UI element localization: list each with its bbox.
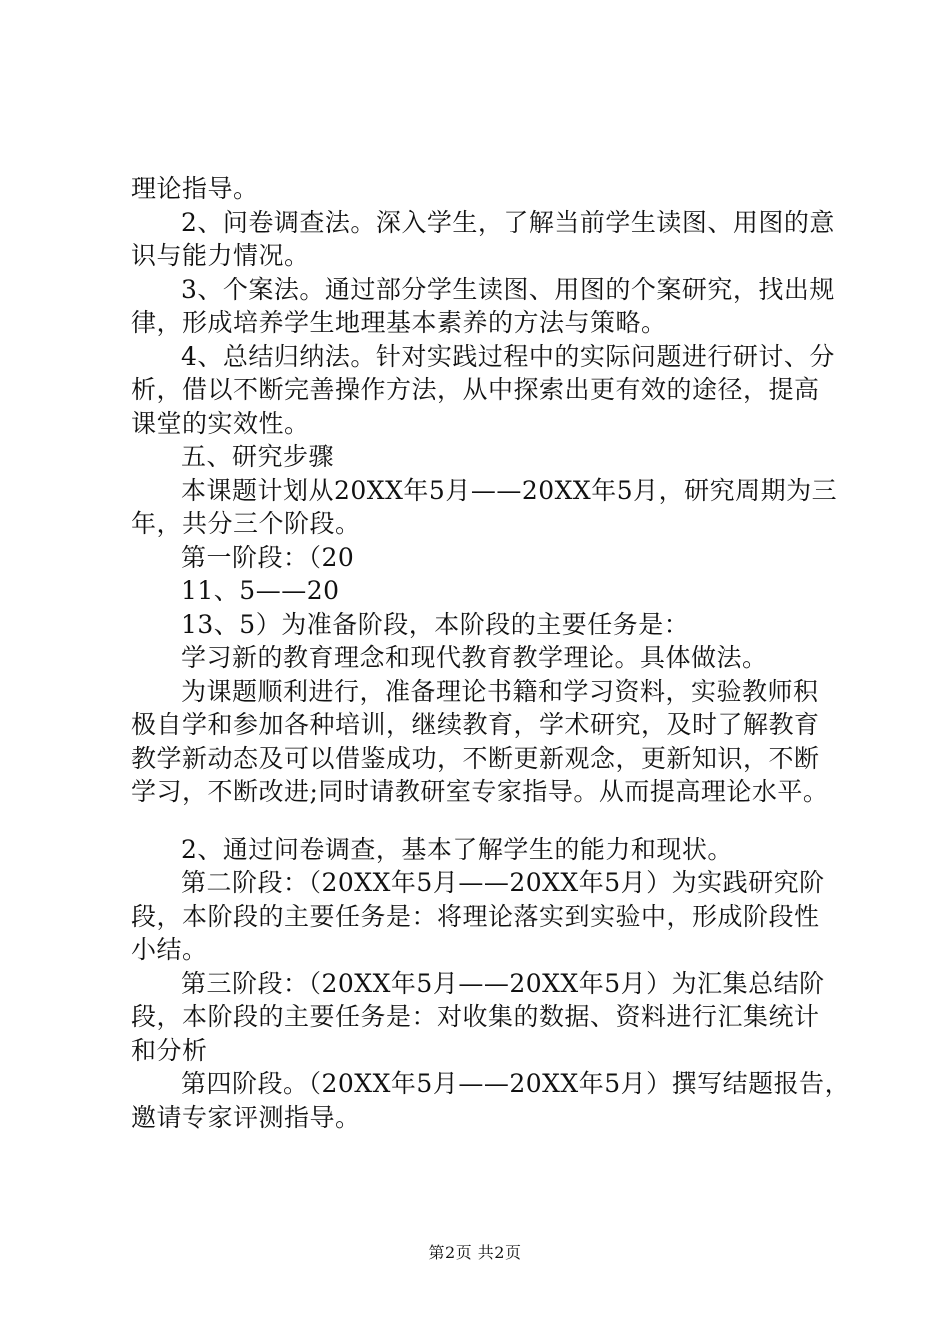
section-heading: 五、研究步骤: [181, 442, 335, 471]
paragraph-line: 学习新的教育理念和现代教育教学理论。具体做法。: [181, 643, 768, 672]
paragraph-line: 4、总结归纳法。针对实践过程中的实际问题进行研讨、分: [181, 341, 835, 371]
paragraph-line: 小结。: [131, 935, 208, 964]
paragraph-line: 理论指导。: [131, 174, 259, 203]
paragraph-line: 段，本阶段的主要任务是：对收集的数据、资料进行汇集统计: [131, 1002, 820, 1031]
paragraph-line: 邀请专家评测指导。: [131, 1102, 361, 1132]
paragraph-line: 极自学和参加各种培训，继续教育，学术研究，及时了解教育: [131, 710, 820, 739]
page-number-footer: 第2页 共2页: [428, 1243, 522, 1262]
paragraph-line: 教学新动态及可以借鉴成功，不断更新观念，更新知识，不断: [131, 743, 820, 773]
paragraph-line: 第一阶段：（20: [181, 542, 355, 572]
paragraph-line: 2、通过问卷调查，基本了解学生的能力和现状。: [181, 834, 733, 864]
paragraph-line: 本课题计划从20XX年5月——20XX年5月，研究周期为三: [181, 475, 838, 505]
document-body: [131, 172, 851, 1134]
paragraph-line: 第四阶段。（20XX年5月——20XX年5月）撰写结题报告，: [181, 1069, 851, 1098]
paragraph-line: 律，形成培养学生地理基本素养的方法与策略。: [131, 308, 667, 337]
paragraph-line: 课堂的实效性。: [131, 408, 310, 438]
paragraph-line: 第三阶段：（20XX年5月——20XX年5月）为汇集总结阶: [181, 968, 825, 998]
paragraph-line: 段，本阶段的主要任务是：将理论落实到实验中，形成阶段性: [131, 901, 820, 931]
paragraph-line: 2、问卷调查法。深入学生，了解当前学生读图、用图的意: [181, 207, 835, 237]
paragraph-line: 为课题顺利进行，准备理论书籍和学习资料，实验教师积: [181, 676, 819, 706]
paragraph-line: 3、个案法。通过部分学生读图、用图的个案研究，找出规: [181, 274, 835, 304]
paragraph-line: 析，借以不断完善操作方法，从中探索出更有效的途径，提高: [131, 375, 820, 404]
paragraph-line: 年，共分三个阶段。: [131, 509, 361, 538]
paragraph-line: 学习，不断改进;同时请教研室专家指导。从而提高理论水平。: [131, 777, 829, 806]
paragraph-line: 第二阶段：（20XX年5月——20XX年5月）为实践研究阶: [181, 868, 825, 897]
paragraph-line: 识与能力情况。: [131, 241, 310, 270]
paragraph-line: 13、5）为准备阶段，本阶段的主要任务是：: [181, 609, 690, 639]
paragraph-line: 和分析: [131, 1035, 208, 1065]
paragraph-line: 11、5——20: [181, 576, 340, 605]
paragraph-gap: [131, 809, 831, 833]
